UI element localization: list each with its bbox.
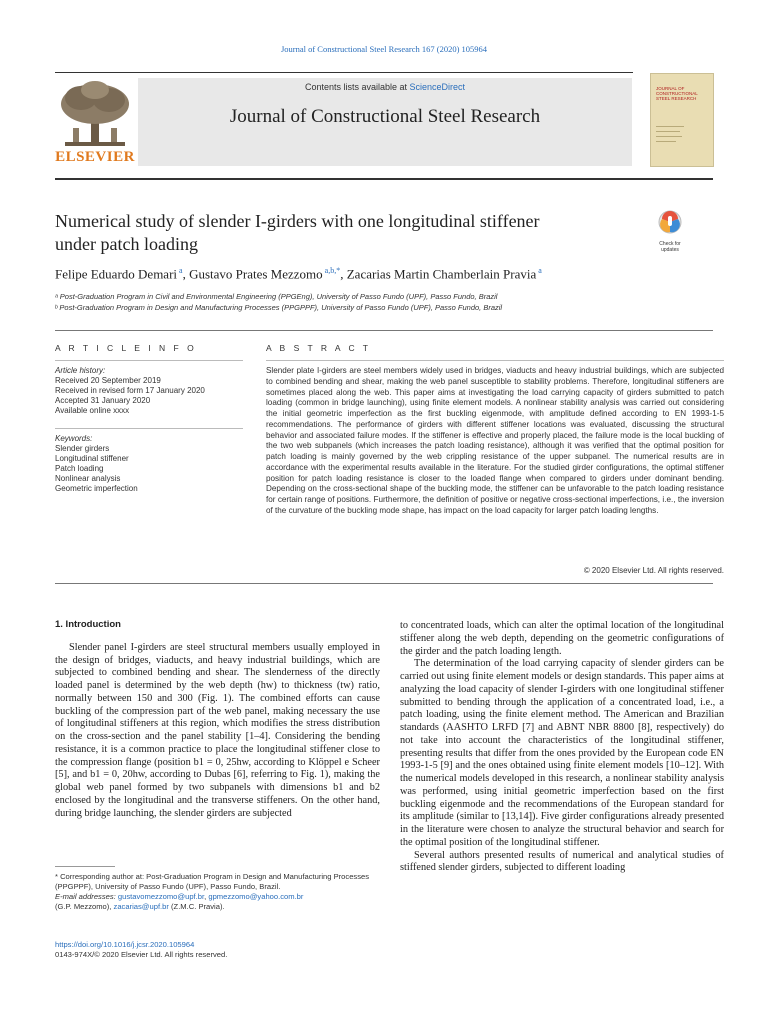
email-attribution: (Z.M.C. Pravia). [168, 902, 225, 911]
corresponding-author-note: * Corresponding author at: Post-Graduation Program in Design and Manufacturing Processes (PPGPPF), University of Passo Fundo (UPF), Passo Fundo, Brazil. [55, 872, 370, 891]
footnote [55, 872, 380, 912]
email-link[interactable]: zacarias@upf.br [113, 902, 169, 911]
email-link[interactable]: gustavomezzomo@upf.br [117, 892, 205, 901]
issn-copyright: 0143-974X/© 2020 Elsevier Ltd. All rights reserved. [55, 950, 228, 959]
section-rule [55, 583, 713, 584]
crossmark-icon [658, 210, 682, 236]
elsevier-tree-icon [55, 78, 135, 150]
crossmark-label-1: Check for [659, 241, 681, 247]
crossmark-label-2: updates [661, 247, 679, 253]
email-link[interactable]: gpmezzomo@yahoo.com.br [208, 892, 304, 901]
elsevier-logo [55, 78, 135, 166]
body-paragraph: Several authors presented results of numerical and analytical studies of stiffened slender girders, subjected to different loading [400, 849, 724, 874]
doi-link[interactable]: https://doi.org/10.1016/j.jcsr.2020.105964 [55, 940, 195, 949]
history-item: Received 20 September 2019 [55, 376, 161, 385]
cover-line: CONSTRUCTIONAL [656, 91, 698, 97]
header-rule-top [55, 72, 633, 73]
body-paragraph: The determination of the load carrying capacity of slender girders can be carried out using finite element models or design standards. This paper aims at analyzing the load capacity of slender I-girders with one longitudinal stiffener submitted to bending through the application of a concentrated load, i.e., a patch loading, using the finite element method. The American and Brazilian standards (AASHTO LRFD [7] and ABNT NBR 8800 [8], respectively) do not take into account the characteristics of the longitudinal stiffener, presenting results that differ from the ones provided by the European code EN 1993-1-5 [9] and the ones obtained using finite element models [10–12]. With the numerical models developed in this research, a nonlinear stability analysis was performed, using initial geometric imperfection based on the first buckling eigenmode and the recommendations of the European standard for its amplitude (similar to [13,14]). Five girder configurations already presented in the literature were chosen to analyze the structural behavior and search for the optimal position of the longitudinal stiffener. [400, 658, 724, 848]
history-item: Accepted 31 January 2020 [55, 396, 151, 405]
email-line [55, 902, 380, 912]
cover-decor-line [656, 131, 680, 132]
author-affiliation-mark[interactable]: a [538, 266, 542, 275]
journal-banner [138, 78, 632, 166]
keyword: Geometric imperfection [55, 484, 138, 493]
info-rule [266, 360, 724, 361]
footnote-rule [55, 866, 115, 867]
check-for-updates-button[interactable] [650, 210, 690, 253]
info-rule [55, 428, 243, 429]
keyword: Slender girders [55, 444, 110, 453]
author-affiliation-mark[interactable]: a,b,* [324, 266, 341, 275]
abstract-copyright: © 2020 Elsevier Ltd. All rights reserved. [583, 566, 724, 575]
bottom-info [55, 940, 455, 960]
cover-decor-line [656, 141, 676, 142]
email-attribution: (G.P. Mezzomo), [55, 902, 114, 911]
cover-line: JOURNAL OF [656, 86, 685, 91]
contents-available [138, 82, 632, 92]
email-label: E-mail addresses: [55, 892, 118, 901]
email-separator: , [204, 892, 209, 901]
title-line-1: Numerical study of slender I-girders with one longitudinal stiffener [55, 211, 540, 231]
sciencedirect-link[interactable]: ScienceDirect [409, 82, 466, 92]
author-separator: , [340, 266, 347, 282]
introduction-heading: 1. Introduction [55, 619, 121, 630]
article-history [55, 366, 245, 416]
affiliation-b: ᵇ Post-Graduation Program in Design and Manufacturing Processes (PPGPPF), University of Passo Fundo (UPF), Passo Fundo, Brazil [55, 303, 503, 312]
article-title [55, 210, 635, 256]
author-list [55, 266, 542, 282]
body-paragraph: to concentrated loads, which can alter the optimal location of the longitudinal stiffener along the web depth, depending on the geometric configurations of the girder and the patch loading length. [400, 620, 724, 657]
keyword: Nonlinear analysis [55, 474, 121, 483]
author-affiliation-mark[interactable]: a [179, 266, 183, 275]
info-rule [55, 360, 243, 361]
cover-decor-line [656, 126, 684, 127]
cover-title [656, 86, 710, 102]
affiliation-a: ᵃ Post-Graduation Program in Civil and Environmental Engineering (PPGEng), University of Passo Fundo (UPF), Passo Fundo, Brazil [55, 292, 498, 301]
history-item: Available online xxxx [55, 406, 130, 415]
author-name[interactable]: Zacarias Martin Chamberlain Pravia [346, 266, 537, 282]
journal-reference-link[interactable]: Journal of Constructional Steel Research 167 (2020) 105964 [280, 44, 488, 54]
abstract-text: Slender plate I-girders are steel members widely used in bridges, viaducts and heavy industrial buildings, which are subjected to combined bending and shear, making the web panel susceptible to stability problems. Therefore, longitudinal stiffeners are sometimes placed along the web. This paper aims at investigating the load carrying capacity of girders submitted to patch loading (common in bridge launching), using finite element models. A nonlinear stability analysis was carried out considering the initial geometric imperfection as the first buckling eigenmode, with amplitude defined according to EN 1993-1-5 recommendations. The performance of girders with different stiffener locations was evaluated, discussing the structural behavior and associated failure modes. If the stiffener is effective and properly placed, the failure mode is the local buckling of the two web subpanels (which increases the patch loading resistance), although it was verified that the optimal position for patch loading is mainly governed by the web crippling resistance of the upper subpanel. The numerical results are in accordance with the experimental results available in the literature. For the studied girder configurations, the optimal stiffener position for patch loading resistance is closer to the loaded flange when compared to girders under dominant bending. Depending on the cross-sectional shape of the buckling mode, the stiffener can be unfavorable to the patch loading resistance for certain range of positions. Furthermore, the definition of positive or negative cross-sectional imperfections, i.e., the inversion of the curvature of the buckling mode shape, has impact on the load capacity for larger patch loading lengths. [266, 366, 724, 515]
keywords-label: Keywords: [55, 434, 93, 443]
contents-prefix: Contents lists available at [304, 82, 410, 92]
author-name[interactable]: Gustavo Prates Mezzomo [189, 266, 323, 282]
author-separator: , [182, 266, 190, 282]
section-rule [55, 330, 713, 331]
cover-line: STEEL RESEARCH [656, 96, 697, 102]
header-rule-bottom [55, 178, 713, 180]
history-label: Article history: [55, 366, 106, 375]
keyword: Longitudinal stiffener [55, 454, 129, 463]
body-paragraph: Slender panel I-girders are steel structural members usually employed in the design of bridges, viaducts, and heavy industrial buildings, which are subjected to combined bending and shear. The slenderness of the directly loaded panel is determined by the web depth (hw) to thickness (tw) ratio, normally between 150 and 300 (Fig. 1). The combined efforts can cause buckling of the compression part of the web panel, making necessary the use of longitudinal stiffeners at this region, which modifies the stress distribution on the cross-section and the panel stability [1–4]. Considering the bending resistance, it is a common practice to place the longitudinal stiffener close to the compression flange (position b1 = 0, 25hw, according to Klöppel e Scheer [5], and b1 = 0, 20hw, according to Dubas [6], referring to Fig. 1), making the global web panel formed by two subpanels with dimensions b1 and b2 enclosed by the longitudinal and the transverse stiffeners. On the other hand, during bridge launching, the slender girders are subjected [55, 641, 380, 819]
title-line-2: under patch loading [55, 234, 198, 254]
article-info-heading: A R T I C L E I N F O [55, 343, 197, 353]
body-left-column [55, 619, 380, 820]
keyword: Patch loading [55, 464, 104, 473]
journal-title: Journal of Constructional Steel Research [229, 106, 541, 127]
email-line [55, 892, 380, 902]
body-right-column [400, 620, 724, 875]
author-name[interactable]: Felipe Eduardo Demari [55, 266, 178, 282]
cover-decor-line [656, 136, 682, 137]
abstract-heading: A B S T R A C T [266, 343, 372, 353]
journal-cover-image[interactable] [650, 73, 714, 167]
publisher-logo-text: ELSEVIER [55, 149, 135, 165]
keywords [55, 434, 245, 494]
history-item: Received in revised form 17 January 2020 [55, 386, 205, 395]
